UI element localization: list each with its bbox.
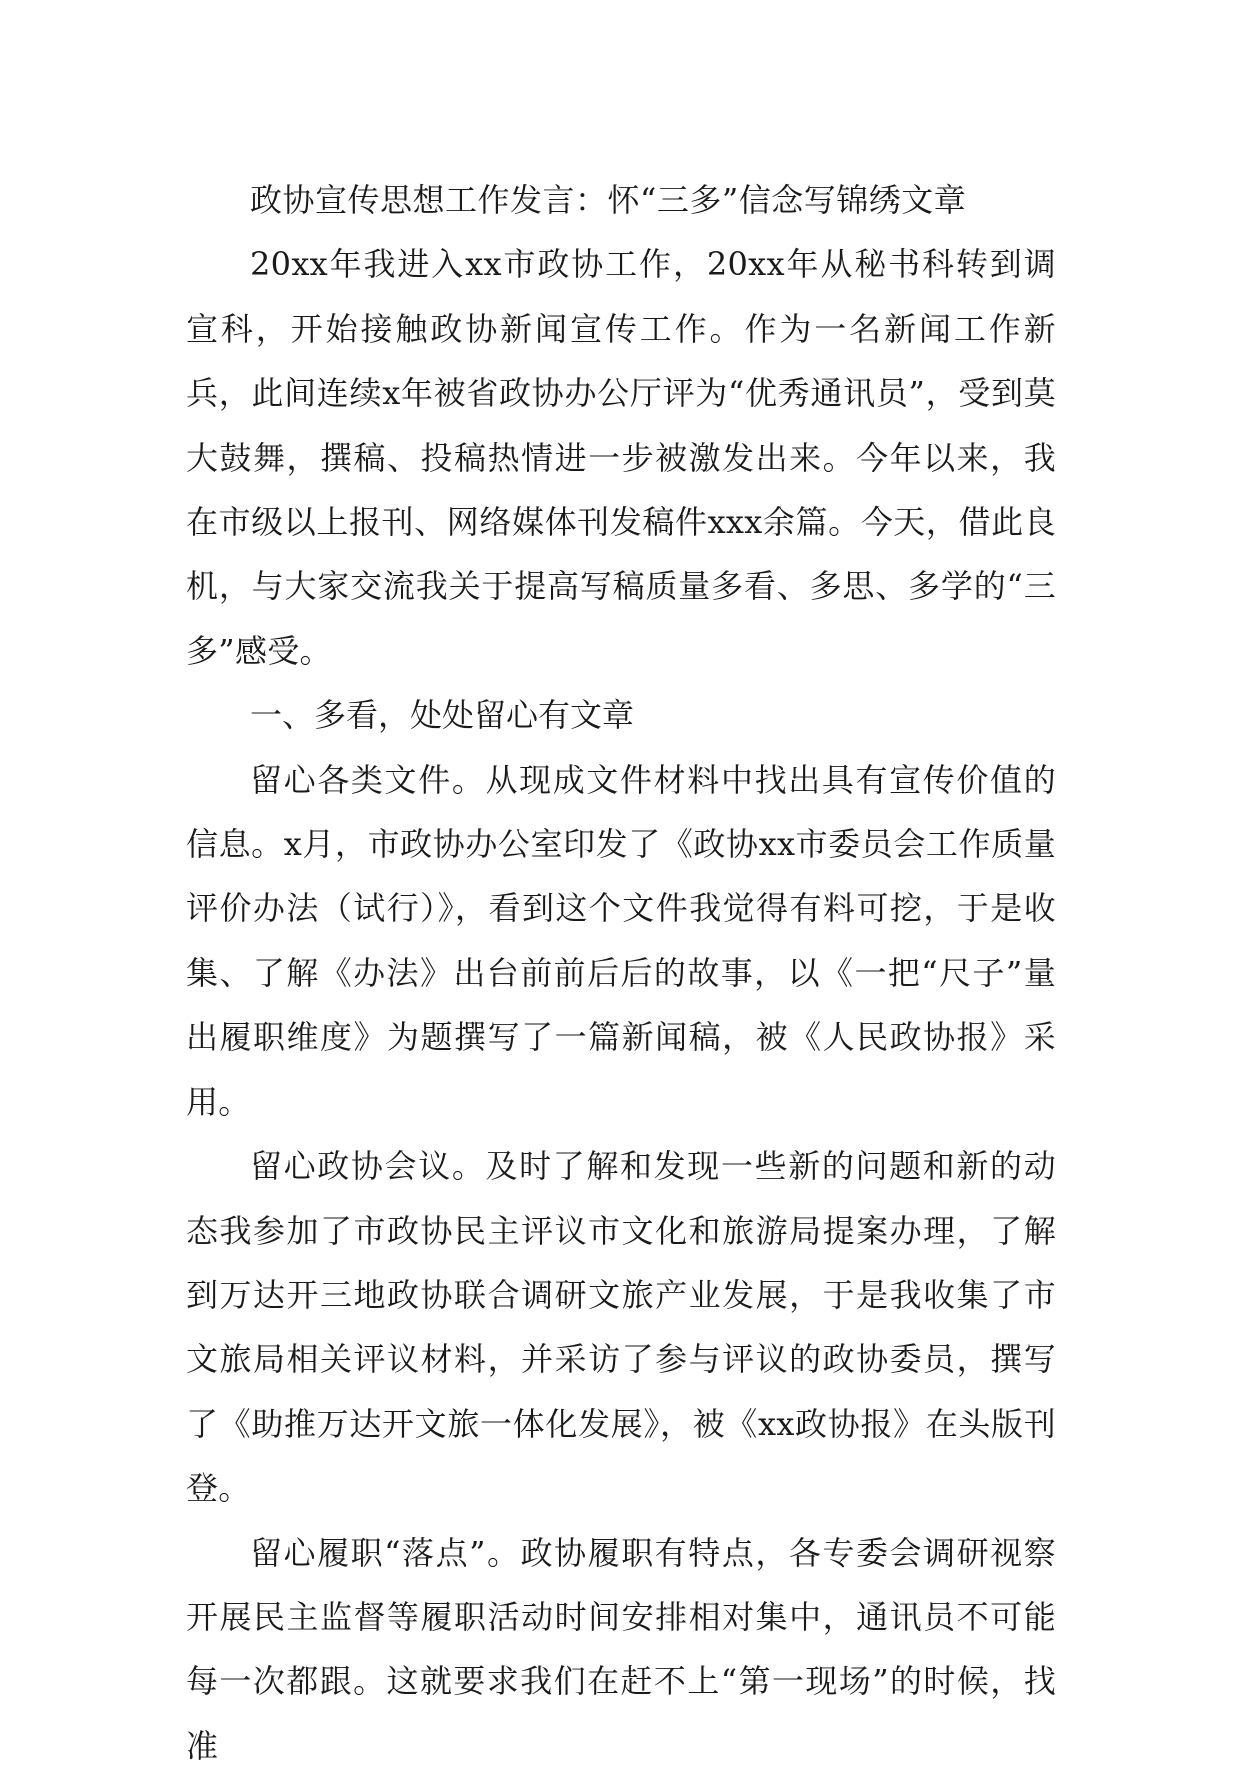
section-heading: 一、多看，处处留心有文章 [250, 696, 635, 735]
intro-paragraph: 20xx年我进入xx市政协工作，20xx年从秘书科转到调宣科，开始接触政协新闻宣传工作。作为一名新闻工作新兵，此间连续x年被省政协办公厅评为“优秀通讯员”，受到莫大鼓舞，撰稿、投稿热情进一步被激发出来。今年以来，我在市级以上报刊、网络媒体刊发稿件xxx余篇。今天，借此良机，与大家交流我关于提高写稿质量多看、多思、多学的“三多”感受。 [186, 245, 1056, 670]
meetings-paragraph: 留心政协会议。及时了解和发现一些新的问题和新的动态我参加了市政协民主评议市文化和旅游局提案办理，了解到万达开三地政协联合调研文旅产业发展，于是我收集了市文旅局相关评议材料，并采访了参与评议的政协委员，撰写了《助推万达开文旅一体化发展》，被《xx政协报》在头版刊登。 [186, 1147, 1056, 1508]
files-paragraph: 留心各类文件。从现成文件材料中找出具有宣传价值的信息。x月，市政协办公室印发了《政协xx市委员会工作质量评价办法（试行）》，看到这个文件我觉得有料可挖，于是收集、了解《办法》出台前前后后的故事，以《一把“尺子”量出履职维度》为题撰写了一篇新闻稿，被《人民政协报》采用。 [186, 760, 1056, 1121]
document-title: 政协宣传思想工作发言：怀“三多”信念写锦绣文章 [250, 181, 967, 219]
document-body [186, 168, 1056, 1778]
duty-points-paragraph: 留心履职“落点”。政协履职有特点，各专委会调研视察开展民主监督等履职活动时间安排相对集中，通讯员不可能每一次都跟。这就要求我们在赶不上“第一现场”的时候，找准 [186, 1533, 1056, 1765]
